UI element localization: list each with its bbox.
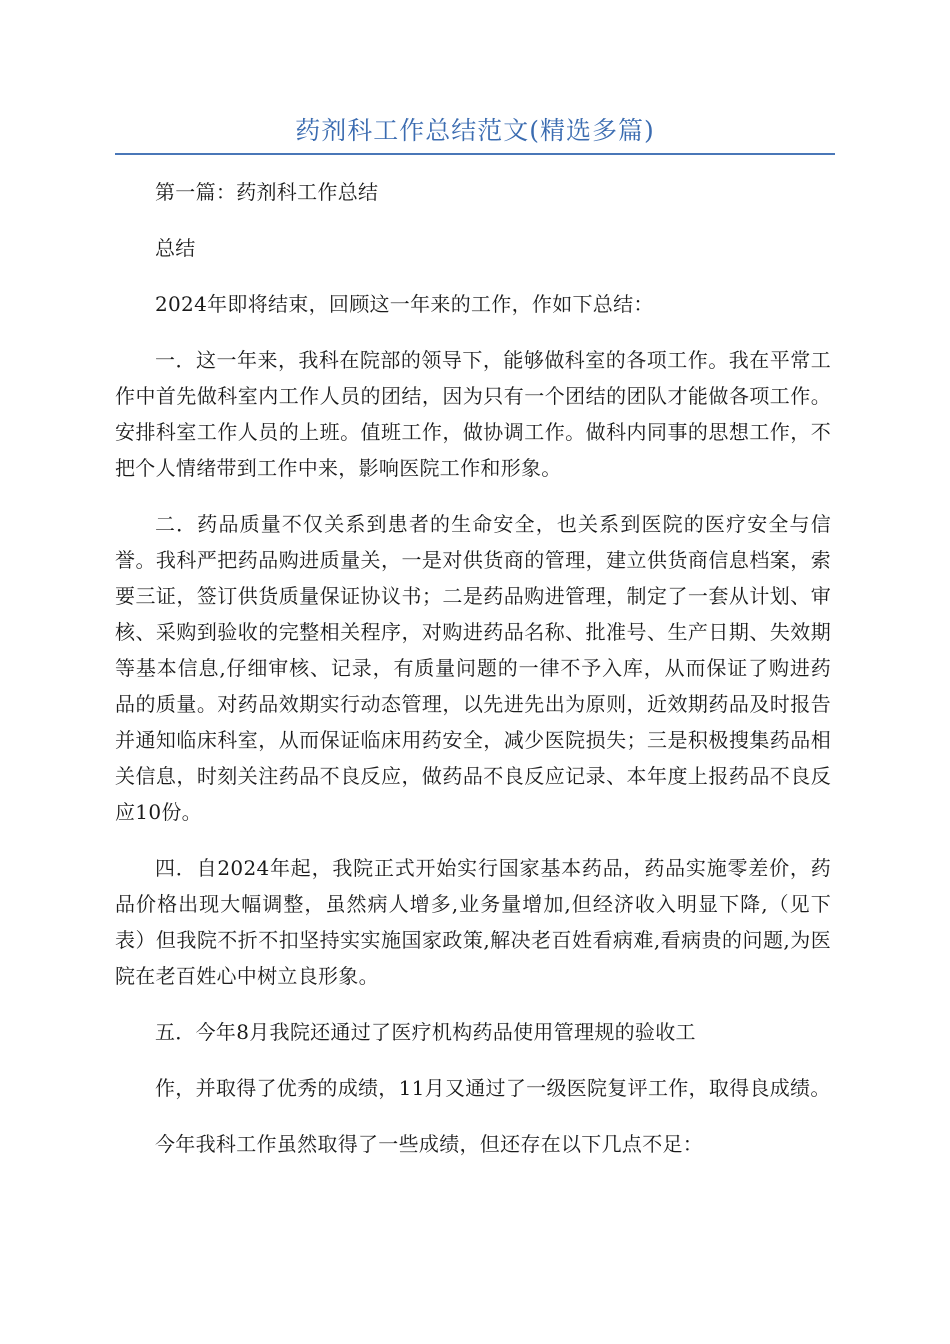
paragraph-item-2: 二．药品质量不仅关系到患者的生命安全，也关系到医院的医疗安全与信誉。我科严把药品购进质量关，一是对供货商的管理，建立供货商信息档案，索要三证，签订供货质量保证协议书；二是药品购进管理，制定了一套从计划、审核、采购到验收的完整相关程序，对购进药品名称、批准号、生产日期、失效期等基本信息,仔细审核、记录，有质量问题的一律不予入库，从而保证了购进药品的质量。对药品效期实行动态管理，以先进先出为原则，近效期药品及时报告并通知临床科室，从而保证临床用药安全，减少医院损失；三是积极搜集药品相关信息，时刻关注药品不良反应，做药品不良反应记录、本年度上报药品不良反应10份。 <box>115 512 831 824</box>
paragraph-item-4: 四．自2024年起，我院正式开始实行国家基本药品，药品实施零差价，药品价格出现大幅调整，虽然病人增多,业务量增加,但经济收入明显下降,（见下表）但我院不折不扣坚持实实施国家政策,解决老百姓看病难,看病贵的问题,为医院在老百姓心中树立良形象。 <box>115 856 831 988</box>
title-divider <box>115 153 835 155</box>
document-body <box>115 174 831 1182</box>
subheading: 总结 <box>155 236 196 260</box>
paragraph-item-5-continued: 作，并取得了优秀的成绩，11月又通过了一级医院复评工作，取得良成绩。 <box>155 1076 831 1100</box>
section-heading: 第一篇：药剂科工作总结 <box>155 180 379 204</box>
paragraph-item-5: 五．今年8月我院还通过了医疗机构药品使用管理规的验收工 <box>155 1020 696 1044</box>
intro-paragraph: 2024年即将结束，回顾这一年来的工作，作如下总结： <box>155 292 654 316</box>
closing-paragraph: 今年我科工作虽然取得了一些成绩，但还存在以下几点不足： <box>155 1132 704 1156</box>
document-title: 药剂科工作总结范文(精选多篇) <box>295 116 655 145</box>
paragraph-item-1: 一．这一年来，我科在院部的领导下，能够做科室的各项工作。我在平常工作中首先做科室内工作人员的团结，因为只有一个团结的团队才能做各项工作。安排科室工作人员的上班。值班工作，做协调工作。做科内同事的思想工作，不把个人情绪带到工作中来，影响医院工作和形象。 <box>115 348 831 480</box>
